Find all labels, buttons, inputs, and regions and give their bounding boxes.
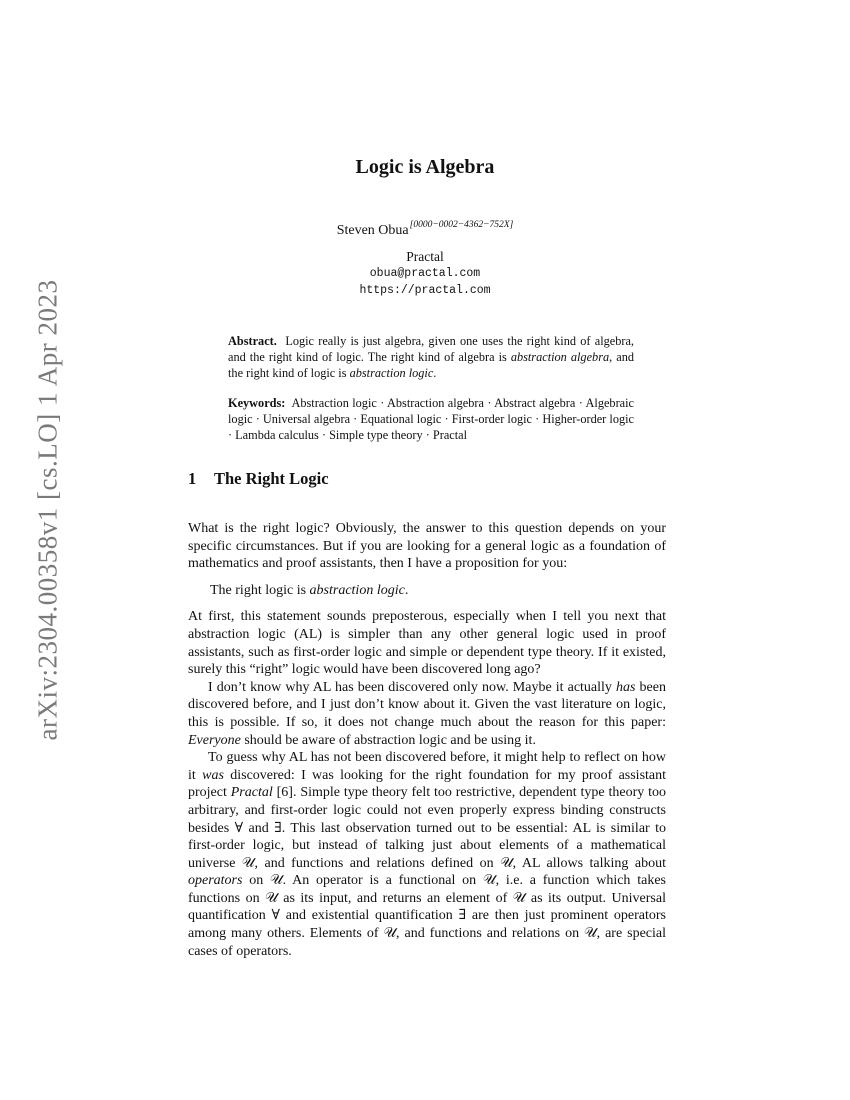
arxiv-identifier-stamp: arXiv:2304.00358v1 [cs.LO] 1 Apr 2023 [32, 279, 63, 741]
paragraph-2: At first, this statement sounds preposterous, especially when I tell you next that abstraction logic (AL) is simpler than any other general logic used in proof assistants, such as first-order logic and simple or dependent type theory. If it existed, surely this “right” logic would have been discovered long ago? [188, 609, 666, 678]
quote-text: The right logic is [210, 582, 310, 598]
keywords-text: Abstraction logic · Abstraction algebra · Abstract algebra · Algebraic logic · Universal algebra · Equational logic · First-order logic · Higher-order logic · Lambda calculus · Simple type theory · Practal [228, 396, 634, 442]
section-body [188, 520, 666, 960]
abstract-label: Abstract. [228, 334, 277, 348]
p4-a: To guess why AL has not been discovered before, it might help to reflect on how it [188, 750, 666, 783]
abstract-em-1: abstraction algebra [510, 350, 610, 364]
affiliation-url: https://practal.com [359, 284, 491, 297]
section-number: 1 [188, 469, 197, 488]
abstract-text-1: Logic really is just algebra, given one uses the right kind of algebra, and the right kind of logic. The right kind of algebra is [228, 334, 634, 364]
p4-b: discovered: I was looking for the right foundation for my proof assistant project [188, 767, 667, 801]
p4-em3: operators [188, 873, 243, 889]
p3-a: I don’t know why AL has been discovered only now. Maybe it actually [208, 679, 617, 695]
author-name: Steven Obua [336, 223, 409, 238]
p4-c: [6]. Simple type theory felt too restrictive, dependent type theory too arbitrary, and first-order logic could not even properly express binding constructs besides ∀ and ∃. This last observation turned out to be essential: AL is similar to first-order logic, but instead of talking just about elements of a mathematical universe 𝒰, and functions and relations defined on 𝒰, AL allows talking about [188, 785, 667, 871]
keywords-label: Keywords: [228, 396, 286, 410]
paragraph-3 [188, 679, 666, 749]
p4-em1: was [202, 767, 224, 783]
paragraph-1: What is the right logic? Obviously, the answer to this question depends on your specific circumstances. But if you are looking for a general logic as a foundation of mathematics and proof assistants, then I have a proposition for you: [188, 521, 666, 572]
affiliation-email: obua@practal.com [369, 267, 481, 280]
author-orcid: [0000−0002−4362−752X] [409, 220, 514, 230]
quote-em: abstraction logic [309, 582, 405, 598]
p4-d: on 𝒰. An operator is a functional on 𝒰, i.e. a function which takes functions on 𝒰 as its input, and returns an element of 𝒰 as its output. Universal quantification ∀ and existential quantification ∃ are then just prominent operators among many others. Elements of 𝒰, and functions and relations on 𝒰, are special cases of operators. [188, 873, 666, 959]
author-line [0, 220, 850, 239]
affiliation-org: Practal [406, 249, 444, 264]
p3-b: been discovered before, and I just don’t know about it. Given the vast literature on logic, this is possible. If so, it does not change much about the reason for this paper: [188, 679, 666, 730]
abstract-text-2: , and the right kind of logic is [228, 350, 634, 380]
paragraph-4 [188, 749, 666, 960]
p4-em2: Practal [230, 785, 273, 801]
p3-c: should be aware of abstraction logic and be using it. [240, 732, 536, 748]
p3-em: has [616, 679, 636, 695]
abstract-em-2: abstraction logic [349, 366, 434, 380]
quote-line [210, 582, 666, 600]
section-heading [188, 469, 329, 489]
section-title: The Right Logic [214, 469, 329, 488]
abstract-text-3: . [433, 366, 437, 380]
p3-em2: Everyone [188, 732, 241, 748]
affiliation-block [0, 248, 850, 299]
quote-end: . [404, 582, 409, 598]
paper-title: Logic is Algebra [355, 156, 495, 178]
abstract [228, 333, 634, 381]
keywords [228, 395, 634, 443]
